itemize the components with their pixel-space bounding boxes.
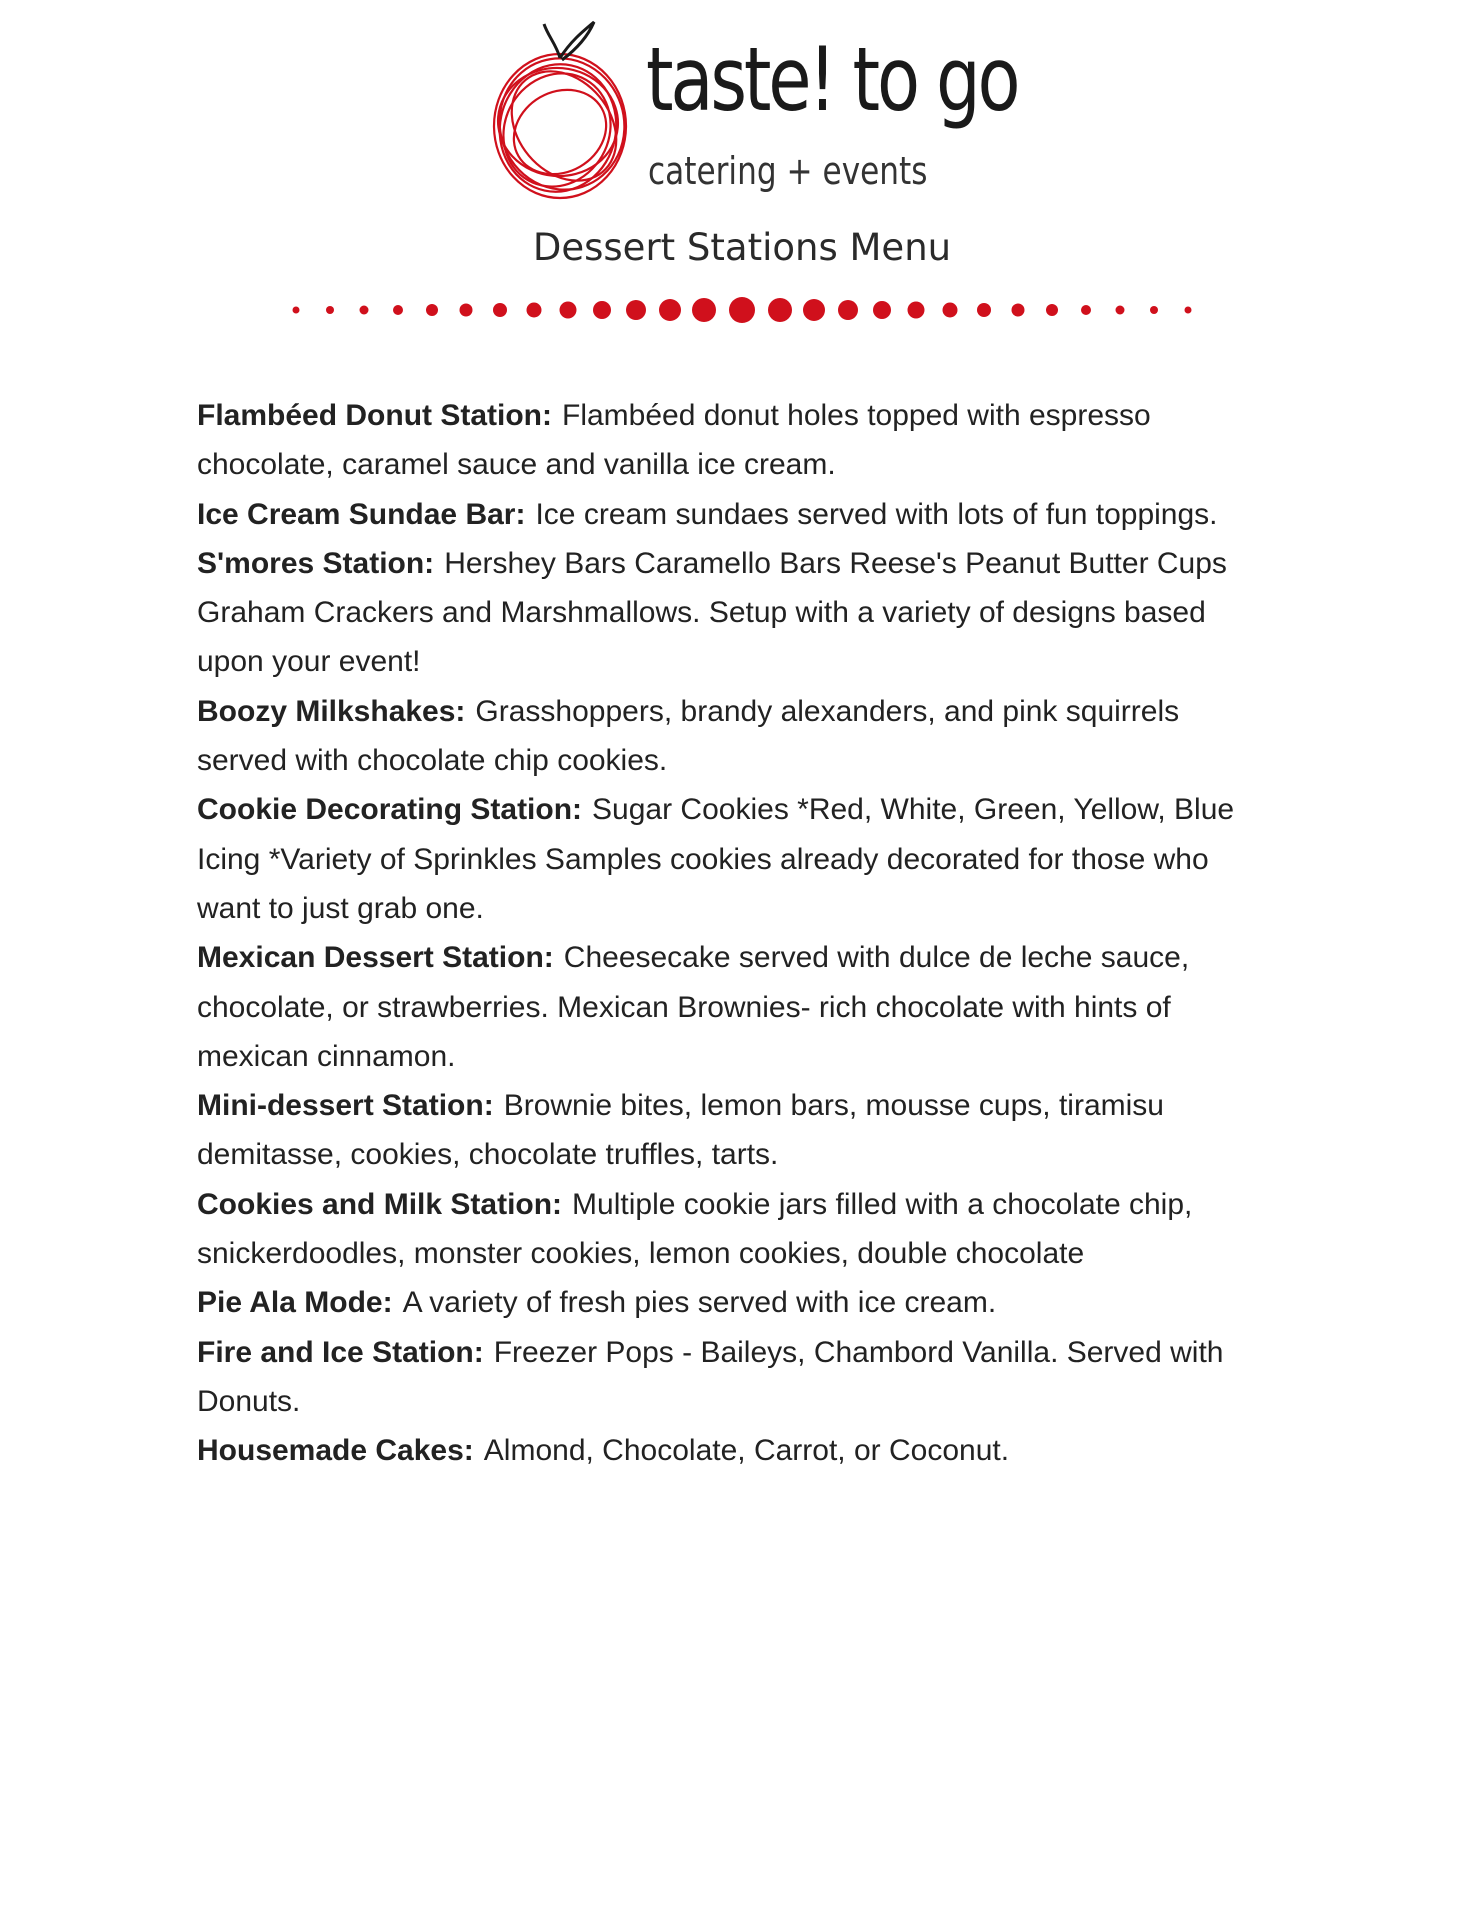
divider-dot [493,303,507,317]
menu-item-name: Cookies and Milk Station: [197,1187,563,1221]
divider-dot [393,305,403,315]
dotted-divider [0,290,1484,330]
menu-item-description: Brownie bites, lemon bars, mousse cups, tiramisu demitasse, cookies, chocolate truffles, tarts. [197,1089,1164,1172]
divider-dot [768,298,792,322]
menu-item [197,539,1257,687]
divider-dot [838,300,858,320]
divider-dot [729,297,755,323]
menu-item [197,1328,1257,1427]
menu-item-description: Cheesecake served with dulce de leche sauce, chocolate, or strawberries. Mexican Brownies- rich chocolate with hints of mexican cinnamon. [197,941,1190,1073]
divider-dot [1116,306,1125,315]
menu-item-description: Freezer Pops - Baileys, Chambord Vanilla. Served with Donuts. [197,1335,1224,1418]
menu-item [197,1426,1257,1475]
divider-dot [626,300,646,320]
apple-logo-icon [478,14,648,210]
menu-item-description: Sugar Cookies *Red, White, Green, Yellow, Blue Icing *Variety of Sprinkles Samples cookies already decorated for those who want to just grab one. [197,793,1235,925]
divider-dot [803,299,825,321]
menu-item [197,1081,1257,1180]
divider-dot [943,303,958,318]
page-title: Dessert Stations Menu [532,226,952,269]
menu-item [197,391,1257,490]
divider-dot [1081,305,1091,315]
divider-dot [1012,304,1025,317]
menu-item-name: Mexican Dessert Station: [197,941,554,975]
menu-item-description: Grasshoppers, brandy alexanders, and pink squirrels served with chocolate chip cookies. [197,694,1180,778]
logo-tagline: catering + events [648,149,928,193]
menu-item [197,1180,1257,1279]
menu-item-description: Almond, Chocolate, Carrot, or Coconut. [483,1434,1010,1468]
menu-item-name: Boozy Milkshakes: [197,694,466,728]
divider-dot [560,302,577,319]
divider-dot [908,302,925,319]
divider-dot [873,301,891,319]
divider-dot [977,303,991,317]
menu-item [197,785,1257,933]
divider-dot [527,303,542,318]
divider-dot [692,298,716,322]
menu-item-description: Multiple cookie jars filled with a chocolate chip, snickerdoodles, monster cookies, lemon cookies, double chocolate [197,1187,1193,1271]
divider-dot [293,307,300,314]
menu-item-name: Pie Ala Mode: [197,1286,393,1320]
menu-item [197,1278,1257,1327]
divider-dot [360,306,369,315]
menu-item-name: S'mores Station: [197,546,435,580]
divider-dot [460,304,473,317]
divider-dot [659,299,681,321]
logo [478,14,1018,210]
divider-dot [1046,304,1058,316]
menu-item-description: Hershey Bars Caramello Bars Reese's Peanut Butter Cups Graham Crackers and Marshmallows. Setup with a variety of designs based upon your event! [197,546,1227,679]
menu-item-name: Mini-dessert Station: [197,1089,494,1123]
divider-dot [1185,307,1192,314]
menu-item [197,933,1257,1081]
logo-wordmark: taste! to go [646,28,1018,131]
divider-dot [593,301,611,319]
menu-item [197,490,1257,539]
menu-item-name: Housemade Cakes: [197,1434,474,1468]
menu-item-description: A variety of fresh pies served with ice cream. [402,1286,997,1320]
menu-item-description: Flambéed donut holes topped with espresso chocolate, caramel sauce and vanilla ice cream. [197,399,1151,482]
menu-list [197,391,1257,1476]
menu-item-name: Flambéed Donut Station: [197,399,552,432]
divider-dot [426,304,438,316]
divider-dot [326,306,334,314]
menu-item-name: Fire and Ice Station: [197,1335,484,1369]
menu-item-name: Cookie Decorating Station: [197,793,583,827]
menu-item-description: Ice cream sundaes served with lots of fun toppings. [535,497,1218,531]
menu-item-name: Ice Cream Sundae Bar: [197,497,526,531]
divider-dot [1150,306,1158,314]
menu-item [197,687,1257,786]
